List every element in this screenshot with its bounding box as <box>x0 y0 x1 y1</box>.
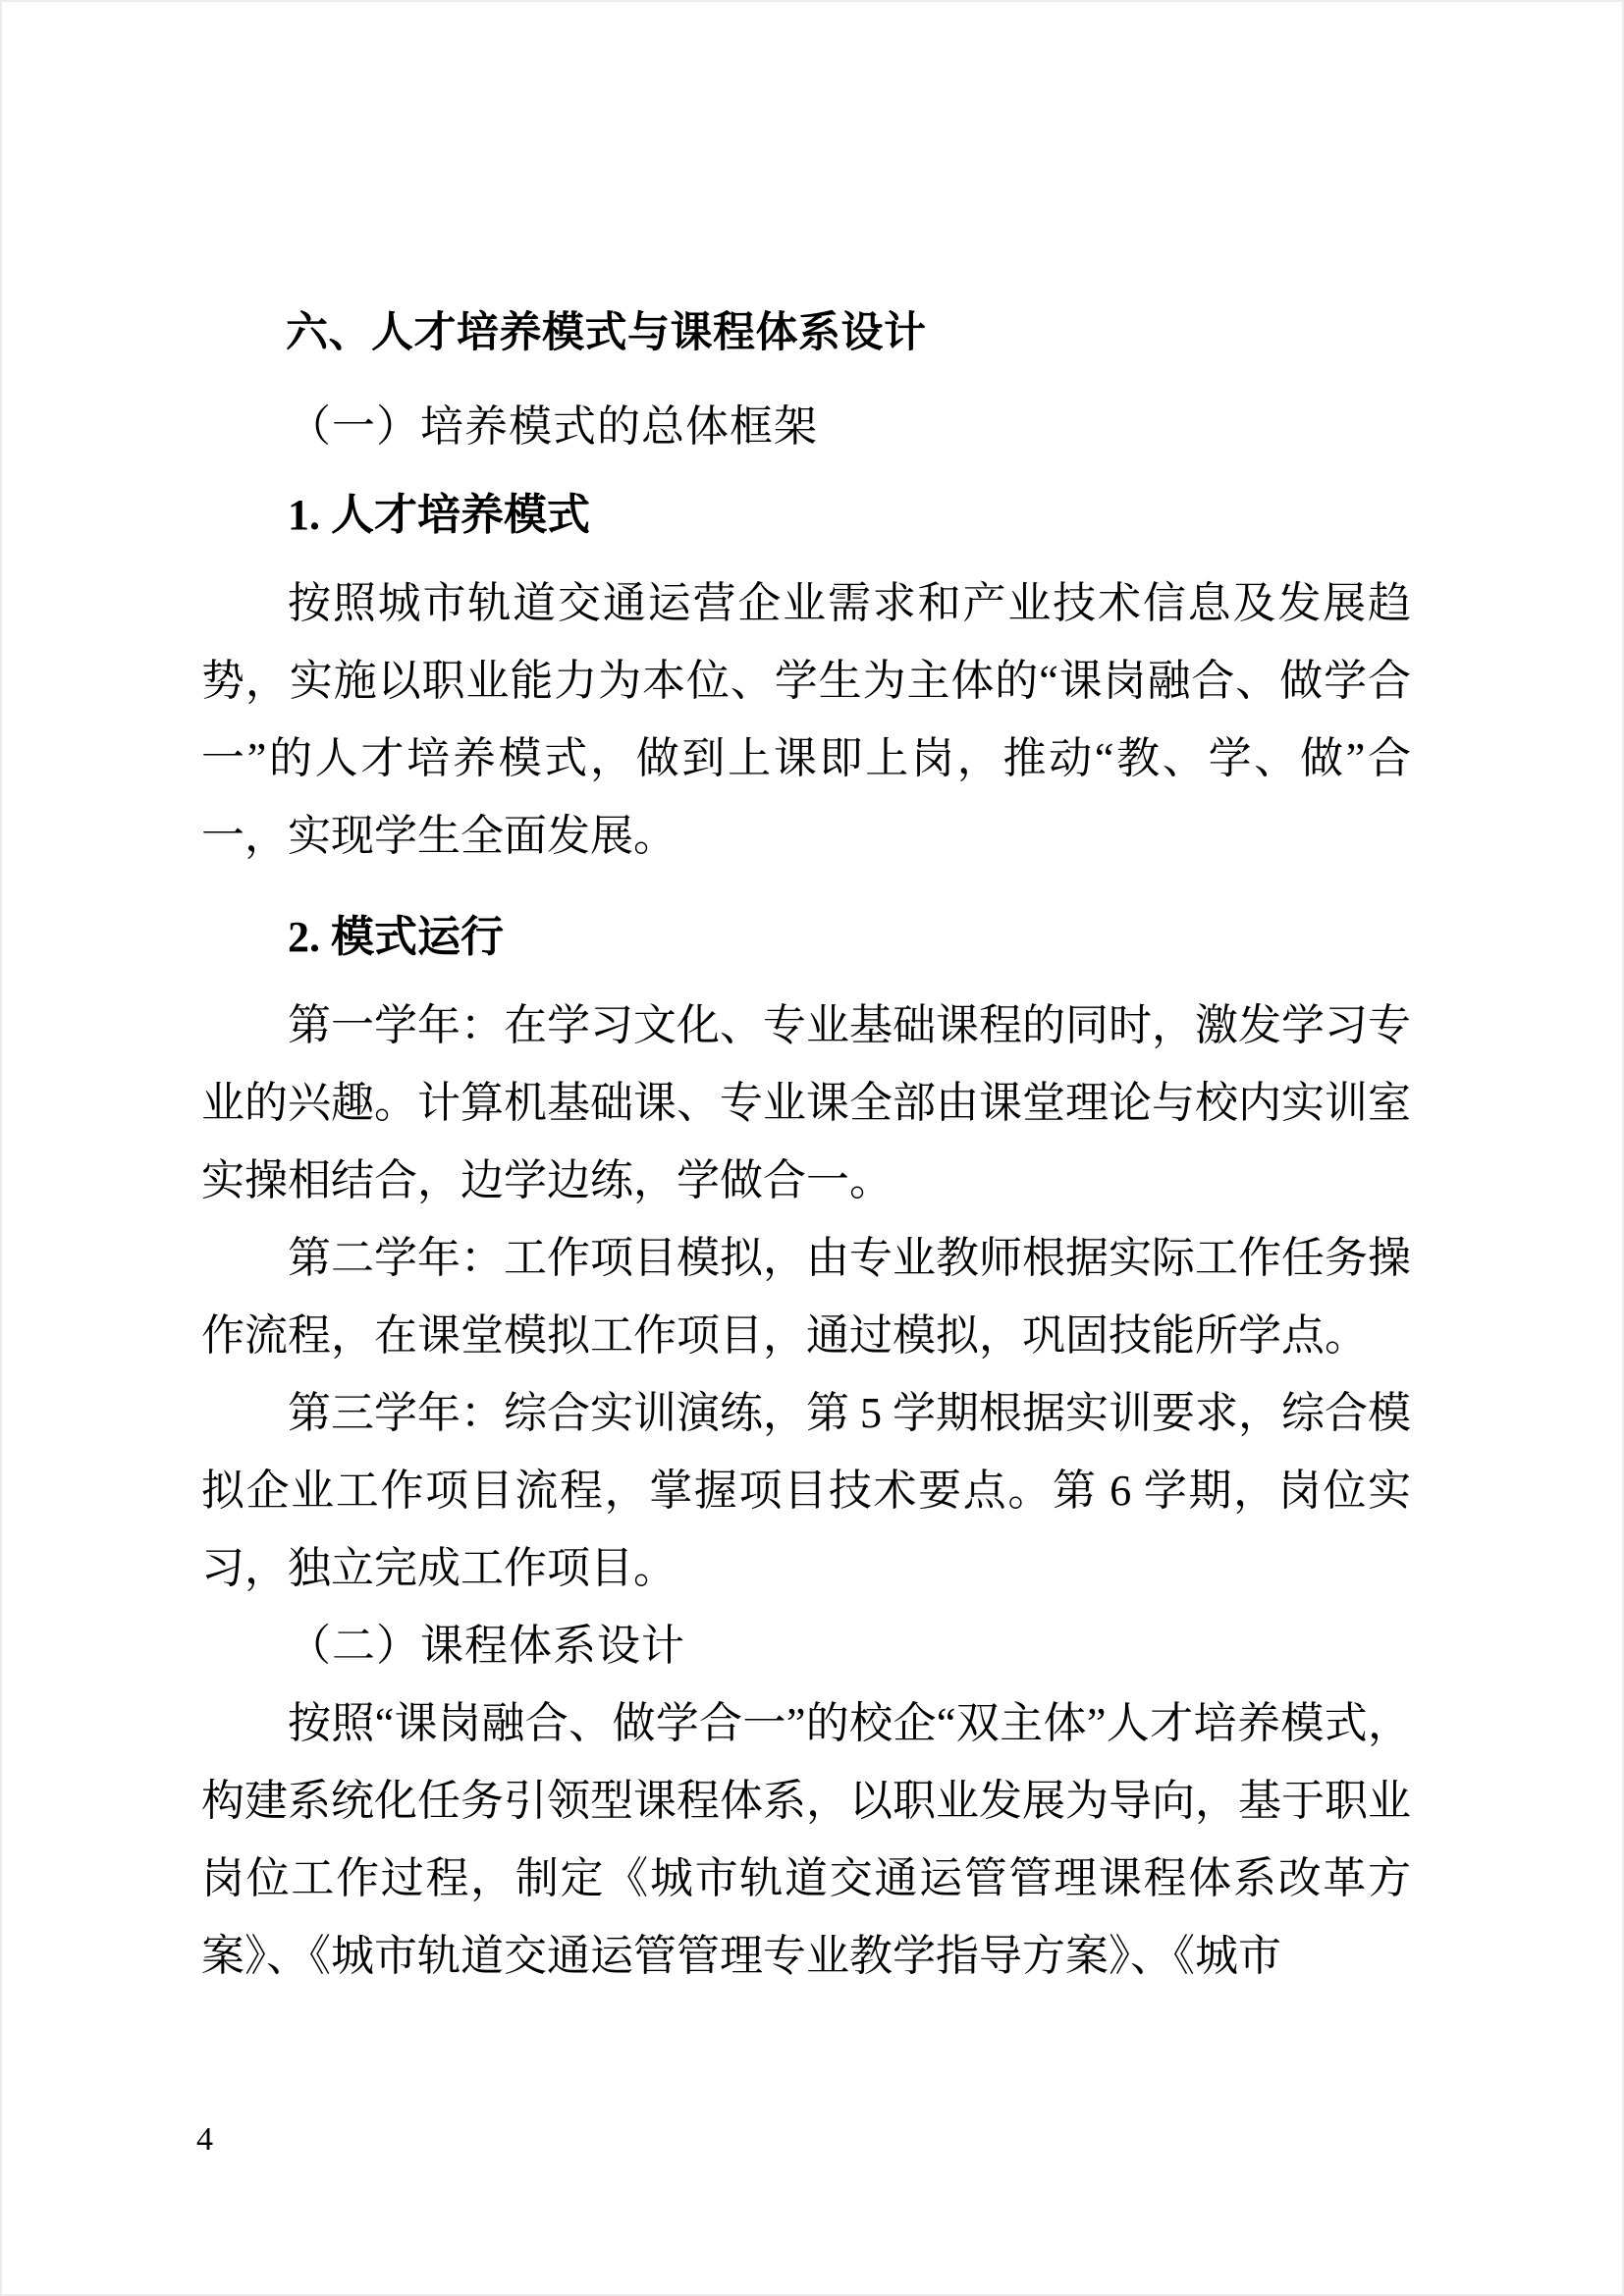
paragraph-training-mode: 按照城市轨道交通运营企业需求和产业技术信息及发展趋势，实施以职业能力为本位、学生为主体的“课岗融合、做学合一”的人才培养模式，做到上课即上岗，推动“教、学、做”合一，实现学生全面发展。 <box>201 579 1411 860</box>
numbered-heading-1: 1. 人才培养模式 <box>288 491 590 539</box>
paragraph-second-year: 第二学年：工作项目模拟，由专业教师根据实际工作任务操作流程，在课堂模拟工作项目，通过模拟，巩固技能所学点。 <box>201 1234 1411 1360</box>
subsection-heading-1: （一）培养模式的总体框架 <box>288 402 818 451</box>
paragraph-curriculum-design: 按照“课岗融合、做学合一”的校企“双主体”人才培养模式，构建系统化任务引领型课程体系，以职业发展为导向，基于职业岗位工作过程，制定《城市轨道交通运管管理课程体系改革方案》、《城市轨道交通运管管理专业教学指导方案》、《城市 <box>201 1699 1411 1980</box>
subsection-heading-2: （二）课程体系设计 <box>288 1622 685 1670</box>
paragraph-first-year: 第一学年：在学习文化、专业基础课程的同时，激发学习专业的兴趣。计算机基础课、专业课全部由课堂理论与校内实训室实操相结合，边学边练，学做合一。 <box>201 1001 1411 1204</box>
numbered-heading-2: 2. 模式运行 <box>288 913 504 961</box>
section-heading: 六、人才培养模式与课程体系设计 <box>286 309 927 356</box>
page-number: 4 <box>196 2121 213 2158</box>
paragraph-third-year: 第三学年：综合实训演练，第 5 学期根据实训要求，综合模拟企业工作项目流程，掌握项目技术要点。第 6 学期，岗位实习，独立完成工作项目。 <box>201 1389 1411 1592</box>
document-body <box>201 294 1411 1995</box>
